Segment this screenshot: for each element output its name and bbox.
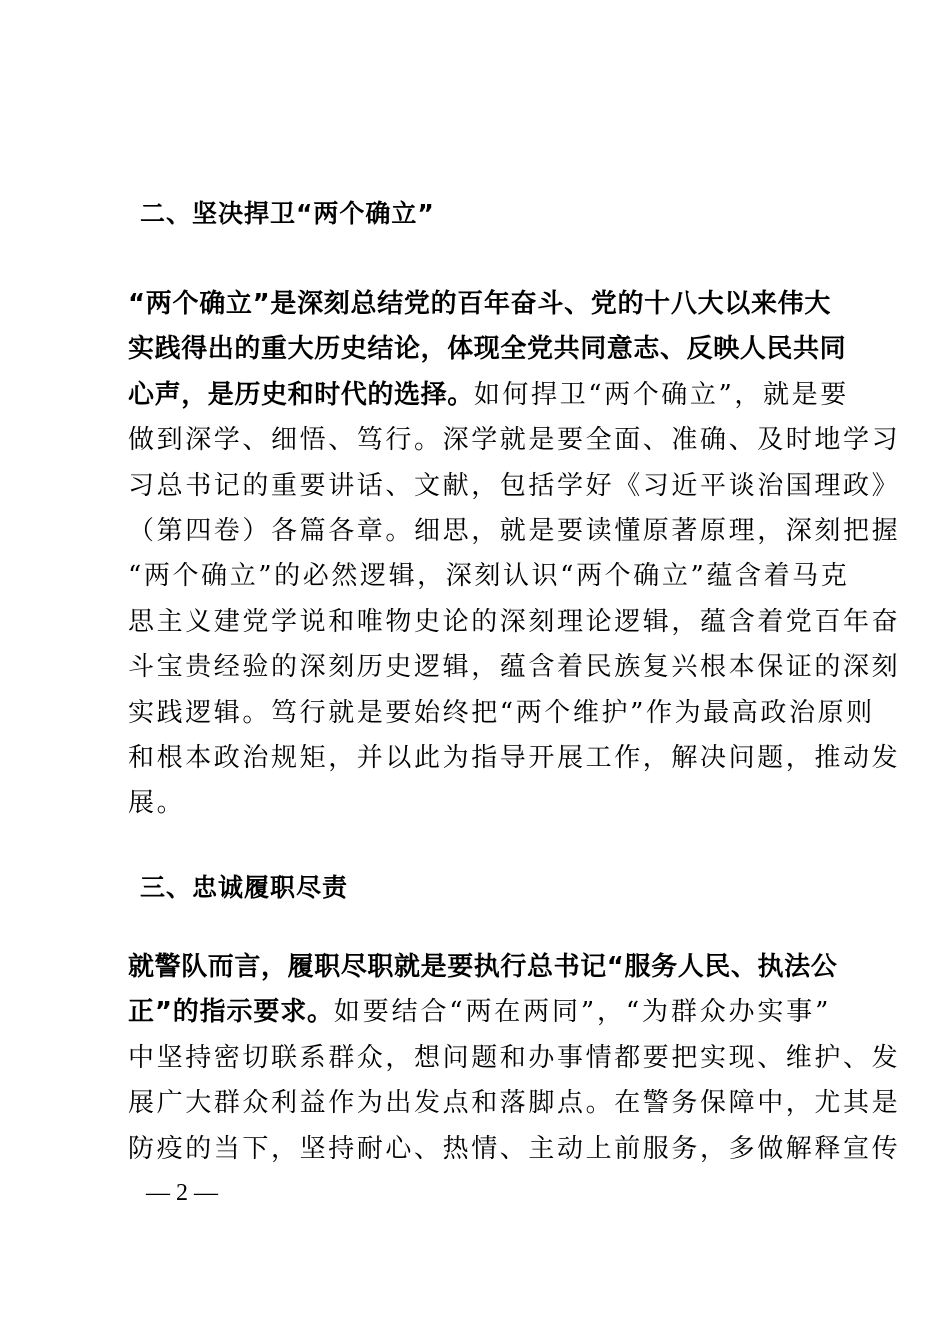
paragraph-line [128, 645, 901, 690]
text-run: （第四卷）各篇各章。细思，就是要读懂原著原理，深刻把握 [128, 516, 901, 547]
bold-text-run: 心声，是历史和时代的选择。 [128, 379, 474, 410]
text-run: 展。 [128, 788, 186, 819]
paragraph-line [128, 327, 847, 372]
text-run: 中坚持密切联系群众，想问题和办事情都要把实现、维护、发 [128, 1042, 901, 1073]
bold-text-run: 就警队而言，履职尽职就是要执行总书记“服务人民、执法公 [128, 952, 838, 982]
paragraph-line [128, 691, 875, 736]
paragraph-line [128, 464, 901, 509]
text-run: 做到深学、细悟、笃行。深学就是要全面、准确、及时地学习 [128, 425, 901, 456]
text-run: 思主义建党学说和唯物史论的深刻理论逻辑，蕴含着党百年奋 [128, 606, 901, 637]
text-run: 如何捍卫“两个确立”，就是要 [473, 379, 849, 410]
page-number: — 2 — [146, 1180, 218, 1206]
text-run: “两个确立”的必然逻辑，深刻认识“两个确立”蕴含着马克 [128, 561, 850, 592]
paragraph-line [128, 1127, 901, 1172]
section-2-paragraph [128, 282, 901, 827]
paragraph-line [128, 1081, 901, 1126]
paragraph-line [128, 945, 838, 990]
paragraph-line [128, 600, 901, 645]
bold-text-run: “两个确立”是深刻总结党的百年奋斗、党的十八大以来伟大 [128, 289, 831, 319]
text-run: 习总书记的重要讲话、文献，包括学好《习近平谈治国理政》 [128, 470, 901, 501]
paragraph-line [128, 781, 831, 826]
paragraph-line [128, 282, 831, 327]
paragraph-line [128, 509, 901, 554]
paragraph-line [128, 373, 849, 418]
paragraph-line [128, 736, 901, 781]
section-heading-2: 二、坚决捍卫“两个确立” [140, 199, 435, 228]
bold-text-run: 正”的指示要求。 [128, 997, 334, 1028]
bold-text-run: 实践得出的重大历史结论，体现全党共同意志、反映人民共同 [128, 334, 847, 365]
paragraph-line [128, 418, 901, 463]
section-3-paragraph [128, 945, 901, 1172]
text-run: 展广大群众利益作为出发点和落脚点。在警务保障中，尤其是 [128, 1088, 901, 1119]
text-run: 防疫的当下，坚持耐心、热情、主动上前服务，多做解释宣传 [128, 1133, 901, 1164]
text-run: 实践逻辑。笃行就是要始终把“两个维护”作为最高政治原则 [128, 697, 875, 728]
paragraph-line [128, 1036, 901, 1081]
text-run: 如要结合“两在两同”，“为群众办实事” [333, 997, 831, 1028]
paragraph-line [128, 554, 850, 599]
section-heading-3: 三、忠诚履职尽责 [140, 873, 349, 902]
text-run: 和根本政治规矩，并以此为指导开展工作，解决问题，推动发 [128, 743, 901, 774]
paragraph-line [128, 990, 831, 1035]
text-run: 斗宝贵经验的深刻历史逻辑，蕴含着民族复兴根本保证的深刻 [128, 652, 901, 683]
